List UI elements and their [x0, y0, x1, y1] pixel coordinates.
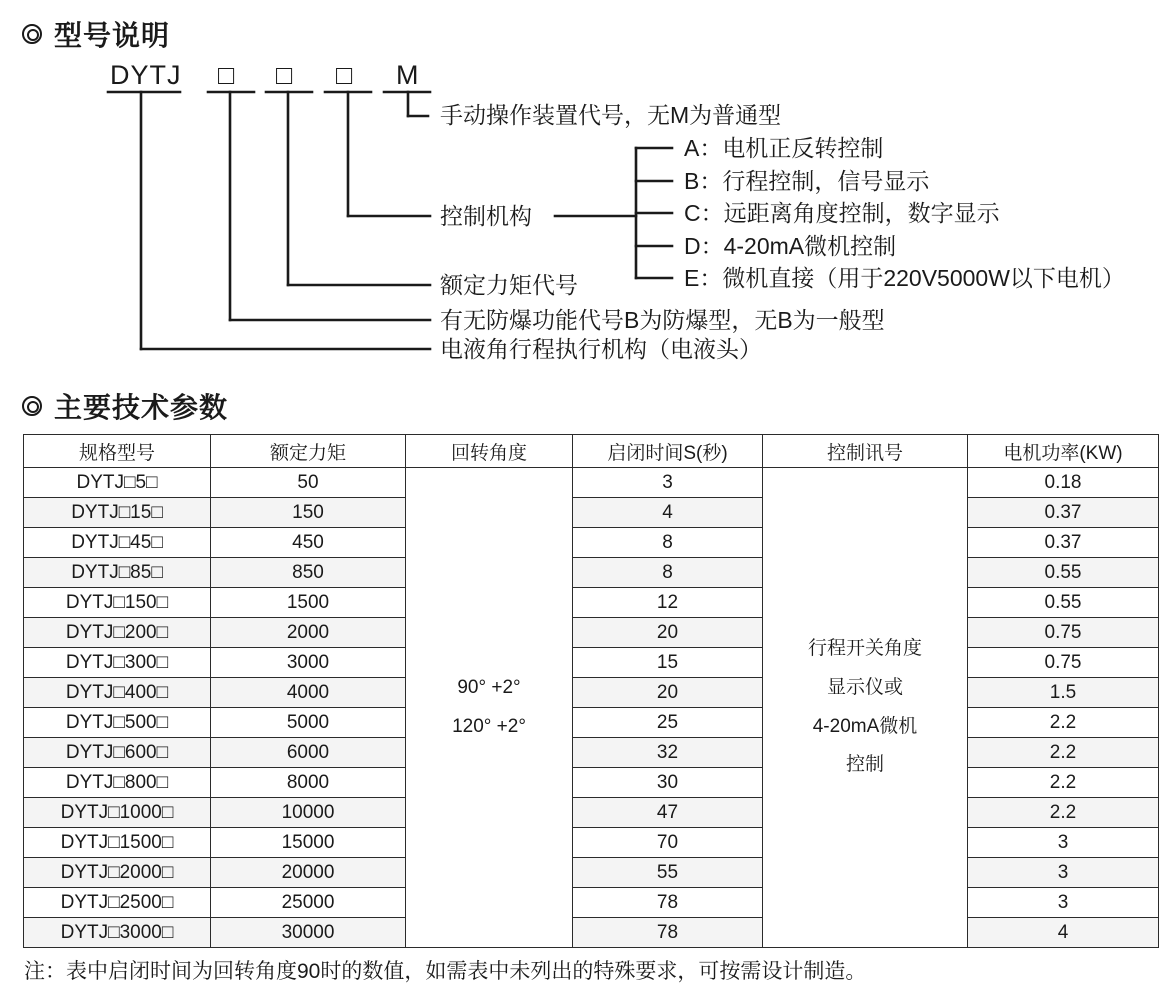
- table-row: [24, 618, 1159, 648]
- cell-power: 2.2: [968, 798, 1159, 828]
- table-row: [24, 678, 1159, 708]
- cell-time: 70: [573, 828, 763, 858]
- cell-torque: 150: [211, 498, 406, 528]
- cell-torque: 850: [211, 558, 406, 588]
- cell-power: 1.5: [968, 678, 1159, 708]
- section-title-specs: 主要技术参数: [54, 392, 229, 423]
- cell-time: 3: [573, 468, 763, 498]
- cell-power: 0.18: [968, 468, 1159, 498]
- table-footnote: 注：表中启闭时间为回转角度90时的数值，如需表中未列出的特殊要求，可按需设计制造。: [24, 960, 867, 983]
- cell-time: 8: [573, 558, 763, 588]
- cell-power: 2.2: [968, 738, 1159, 768]
- cell-model: DYTJ□2000□: [24, 858, 211, 888]
- ring-icon: [22, 396, 42, 416]
- cell-torque: 25000: [211, 888, 406, 918]
- cell-torque: 4000: [211, 678, 406, 708]
- code-part-m: M: [396, 60, 420, 90]
- specifications-table: [23, 434, 1159, 948]
- label-rated-torque: 额定力矩代号: [440, 272, 578, 298]
- cell-time: 8: [573, 528, 763, 558]
- table-row: [24, 888, 1159, 918]
- cell-model: DYTJ□200□: [24, 618, 211, 648]
- section-title-model-code: 型号说明: [54, 20, 171, 51]
- control-option-c: C：远距离角度控制，数字显示: [684, 200, 1000, 226]
- code-part-box-1: □: [218, 60, 236, 90]
- table-row: [24, 708, 1159, 738]
- section-heading-specs: [22, 386, 228, 426]
- cell-torque: 450: [211, 528, 406, 558]
- cell-model: DYTJ□400□: [24, 678, 211, 708]
- table-row: [24, 798, 1159, 828]
- cell-power: 0.75: [968, 648, 1159, 678]
- cell-time: 25: [573, 708, 763, 738]
- col-header-signal: 控制讯号: [763, 435, 968, 468]
- col-header-model: 规格型号: [24, 435, 211, 468]
- label-control-mechanism: 控制机构: [440, 203, 532, 229]
- angle-line: 90° +2°: [457, 676, 521, 698]
- cell-model: DYTJ□85□: [24, 558, 211, 588]
- model-code-diagram: [0, 0, 1174, 375]
- cell-power: 0.37: [968, 528, 1159, 558]
- label-manual-operation: 手动操作装置代号，无M为普通型: [440, 102, 782, 128]
- cell-model: DYTJ□300□: [24, 648, 211, 678]
- table-header-row: [24, 435, 1159, 468]
- cell-model: DYTJ□500□: [24, 708, 211, 738]
- table-row: [24, 648, 1159, 678]
- table-row: [24, 858, 1159, 888]
- table-row: [24, 468, 1159, 498]
- col-header-power: 电机功率(KW): [968, 435, 1159, 468]
- cell-time: 78: [573, 918, 763, 948]
- cell-rotation-angle: [406, 468, 573, 948]
- cell-power: 4: [968, 918, 1159, 948]
- table-row: [24, 498, 1159, 528]
- label-explosion-proof: 有无防爆功能代号B为防爆型，无B为一般型: [440, 307, 885, 333]
- cell-torque: 20000: [211, 858, 406, 888]
- table-row: [24, 558, 1159, 588]
- control-option-b: B：行程控制，信号显示: [684, 168, 930, 194]
- table-row: [24, 738, 1159, 768]
- col-header-angle: 回转角度: [406, 435, 573, 468]
- cell-time: 15: [573, 648, 763, 678]
- cell-time: 20: [573, 618, 763, 648]
- cell-torque: 1500: [211, 588, 406, 618]
- cell-power: 0.55: [968, 558, 1159, 588]
- cell-time: 30: [573, 768, 763, 798]
- cell-model: DYTJ□800□: [24, 768, 211, 798]
- table-row: [24, 918, 1159, 948]
- cell-torque: 5000: [211, 708, 406, 738]
- code-part-box-2: □: [276, 60, 294, 90]
- cell-time: 55: [573, 858, 763, 888]
- cell-torque: 10000: [211, 798, 406, 828]
- signal-line: 4-20mA微机: [812, 715, 918, 737]
- cell-power: 3: [968, 858, 1159, 888]
- table-row: [24, 768, 1159, 798]
- cell-power: 0.55: [968, 588, 1159, 618]
- table-row: [24, 828, 1159, 858]
- cell-time: 78: [573, 888, 763, 918]
- cell-time: 12: [573, 588, 763, 618]
- cell-model: DYTJ□45□: [24, 528, 211, 558]
- cell-torque: 8000: [211, 768, 406, 798]
- code-part-dytj: DYTJ: [110, 60, 182, 90]
- cell-time: 20: [573, 678, 763, 708]
- code-part-box-3: □: [336, 60, 354, 90]
- cell-power: 3: [968, 828, 1159, 858]
- cell-power: 3: [968, 888, 1159, 918]
- cell-model: DYTJ□3000□: [24, 918, 211, 948]
- signal-line: 显示仪或: [826, 676, 903, 698]
- cell-torque: 6000: [211, 738, 406, 768]
- cell-power: 0.75: [968, 618, 1159, 648]
- cell-model: DYTJ□2500□: [24, 888, 211, 918]
- control-option-d: D：4-20mA微机控制: [684, 233, 897, 259]
- signal-line: 行程开关角度: [807, 637, 922, 659]
- cell-power: 0.37: [968, 498, 1159, 528]
- cell-power: 2.2: [968, 708, 1159, 738]
- cell-torque: 50: [211, 468, 406, 498]
- cell-time: 4: [573, 498, 763, 528]
- cell-model: DYTJ□1000□: [24, 798, 211, 828]
- cell-control-signal: [763, 468, 968, 948]
- control-option-e: E：微机直接（用于220V5000W以下电机）: [684, 265, 1125, 291]
- col-header-torque: 额定力矩: [211, 435, 406, 468]
- cell-model: DYTJ□15□: [24, 498, 211, 528]
- col-header-time: 启闭时间S(秒): [573, 435, 763, 468]
- cell-model: DYTJ□5□: [24, 468, 211, 498]
- table-row: [24, 528, 1159, 558]
- cell-time: 47: [573, 798, 763, 828]
- angle-line: 120° +2°: [452, 715, 526, 737]
- cell-model: DYTJ□150□: [24, 588, 211, 618]
- cell-power: 2.2: [968, 768, 1159, 798]
- label-actuator: 电液角行程执行机构（电液头）: [440, 336, 762, 362]
- table-row: [24, 588, 1159, 618]
- cell-torque: 3000: [211, 648, 406, 678]
- cell-model: DYTJ□600□: [24, 738, 211, 768]
- control-option-a: A：电机正反转控制: [684, 135, 884, 161]
- cell-torque: 2000: [211, 618, 406, 648]
- cell-time: 32: [573, 738, 763, 768]
- cell-torque: 15000: [211, 828, 406, 858]
- cell-torque: 30000: [211, 918, 406, 948]
- cell-model: DYTJ□1500□: [24, 828, 211, 858]
- signal-line: 控制: [845, 754, 884, 776]
